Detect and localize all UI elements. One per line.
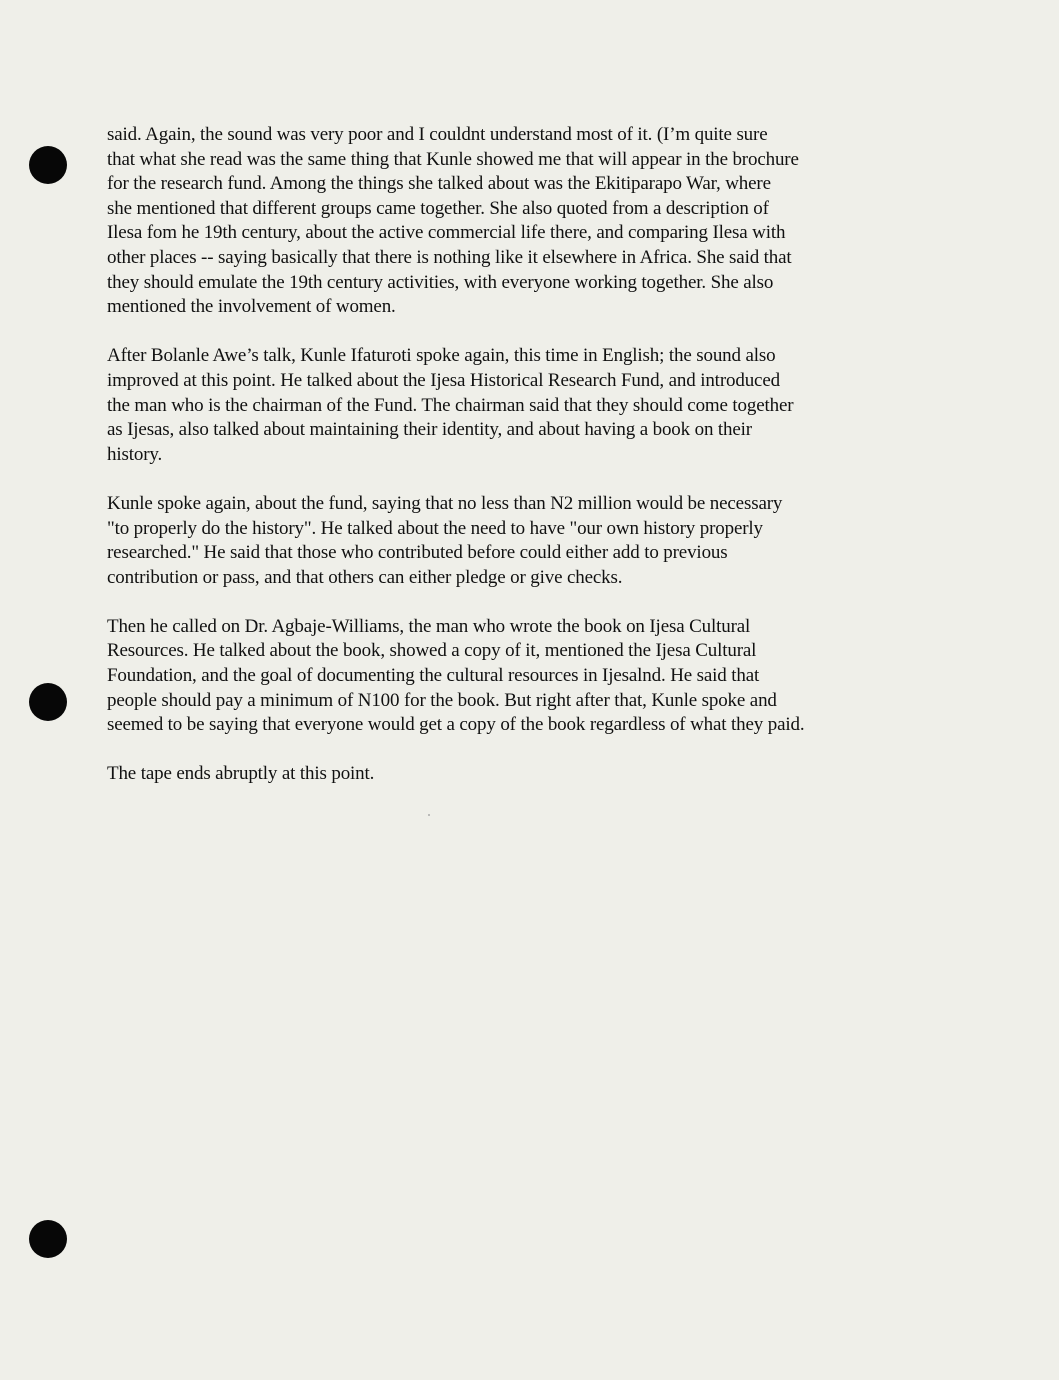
text-line: for the research fund. Among the things she talked about was the Ekitiparapo War, where <box>107 173 771 195</box>
text-line: Foundation, and the goal of documenting the cultural resources in Ijesalnd. He said that <box>107 665 760 687</box>
text-line: Ilesa fom he 19th century, about the active commercial life there, and comparing Ilesa with <box>107 222 786 244</box>
text-line: contribution or pass, and that others can either pledge or give checks. <box>107 566 623 588</box>
text-line: The tape ends abruptly at this point. <box>107 763 375 785</box>
punch-hole <box>29 146 67 184</box>
paragraph-5 <box>107 762 937 787</box>
text-line: history. <box>107 443 163 465</box>
text-line: researched." He said that those who contributed before could either add to previous <box>107 542 728 564</box>
text-line: improved at this point. He talked about the Ijesa Historical Research Fund, and introduced <box>107 369 780 391</box>
text-line: the man who is the chairman of the Fund. The chairman said that they should come together <box>107 394 794 416</box>
text-line: that what she read was the same thing that Kunle showed me that will appear in the brochure <box>107 148 799 170</box>
text-line: Kunle spoke again, about the fund, saying that no less than N2 million would be necessary <box>107 492 783 514</box>
punch-hole <box>29 1220 67 1258</box>
paragraph-1 <box>107 123 937 320</box>
paper-speck <box>428 814 430 816</box>
transcript-body <box>107 123 937 812</box>
text-line: seemed to be saying that everyone would get a copy of the book regardless of what they paid. <box>107 714 805 736</box>
paragraph-2 <box>107 344 937 467</box>
text-line: she mentioned that different groups came together. She also quoted from a description of <box>107 197 769 219</box>
paragraph-3 <box>107 492 937 590</box>
text-line: mentioned the involvement of women. <box>107 296 396 318</box>
text-line: "to properly do the history". He talked about the need to have "our own history properly <box>107 517 763 539</box>
text-line: Resources. He talked about the book, showed a copy of it, mentioned the Ijesa Cultural <box>107 640 757 662</box>
text-line: as Ijesas, also talked about maintaining their identity, and about having a book on their <box>107 419 752 441</box>
paragraph-4 <box>107 615 937 738</box>
text-line: people should pay a minimum of N100 for the book. But right after that, Kunle spoke and <box>107 689 777 711</box>
text-line: After Bolanle Awe’s talk, Kunle Ifaturoti spoke again, this time in English; the sound also <box>107 345 776 367</box>
punch-hole <box>29 683 67 721</box>
text-line: they should emulate the 19th century activities, with everyone working together. She also <box>107 271 774 293</box>
text-line: Then he called on Dr. Agbaje-Williams, the man who wrote the book on Ijesa Cultural <box>107 615 751 637</box>
text-line: other places -- saying basically that there is nothing like it elsewhere in Africa. She said that <box>107 246 792 268</box>
text-line: said. Again, the sound was very poor and I couldnt understand most of it. (I’m quite sure <box>107 124 768 145</box>
